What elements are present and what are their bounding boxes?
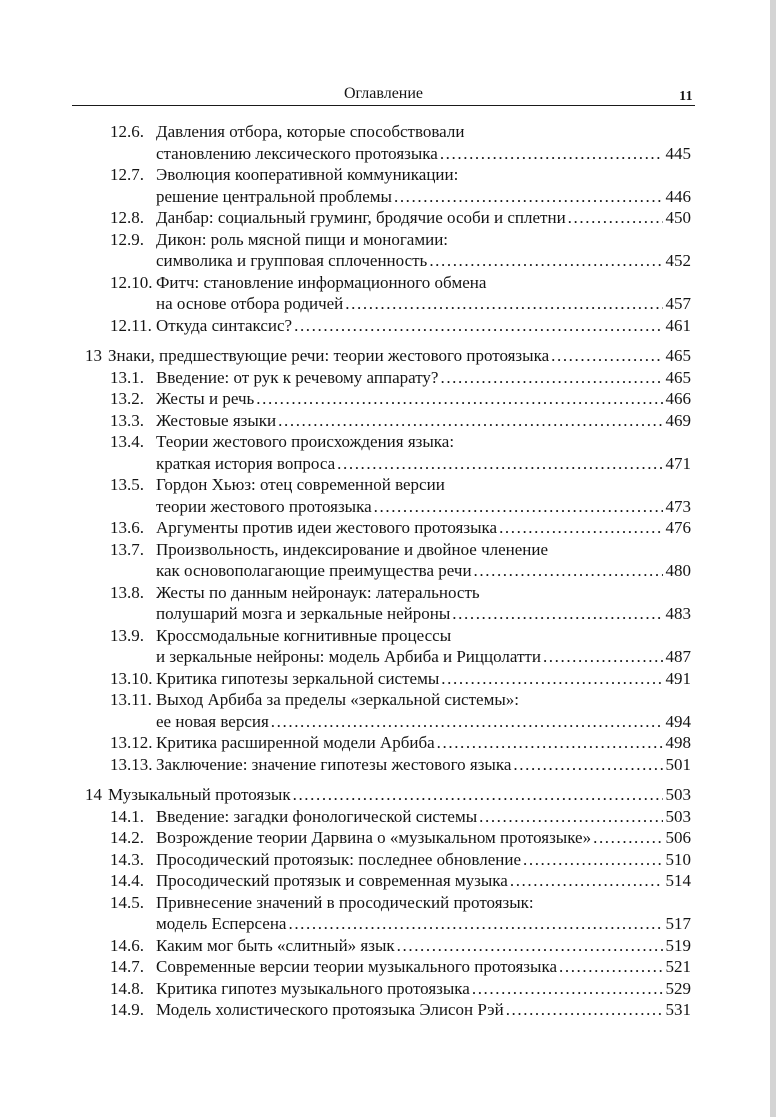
toc-entry-page-number: 469 [665, 410, 691, 430]
toc-entry-title [108, 784, 691, 806]
toc-section-entry [0, 827, 691, 849]
toc-entry-line [156, 978, 691, 1000]
toc-section-entry [0, 849, 691, 871]
toc-entry-text: решение центральной проблемы [156, 186, 392, 206]
toc-entry-line [156, 582, 691, 604]
toc-entry-title [156, 315, 691, 337]
toc-entry-text: Жесты и речь [156, 389, 255, 408]
toc-entry-text: Знаки, предшествующие речи: теории жестового протоязыка [108, 346, 550, 365]
toc-entry-line [156, 754, 691, 776]
dot-leader [479, 806, 662, 828]
toc-entry-number: 13.1. [110, 367, 144, 387]
toc-section-entry [0, 315, 691, 337]
toc-section-entry [0, 431, 691, 474]
toc-section-entry [0, 935, 691, 957]
toc-entry-title [156, 207, 691, 229]
toc-entry-title [156, 892, 691, 935]
toc-entry-text: Произвольность, индексирование и двойное членение [156, 539, 549, 559]
toc-entry-line [156, 293, 691, 315]
toc-entry-text: полушарий мозга и зеркальные нейроны [156, 604, 451, 623]
toc-entry-line [156, 732, 691, 754]
toc-entry-title [156, 978, 691, 1000]
toc-entry-title [156, 754, 691, 776]
toc-entry-line [156, 496, 691, 518]
toc-entry-text: Эволюция кооперативной коммуникации: [156, 165, 459, 184]
toc-entry-number: 13 [85, 346, 102, 365]
scan-edge [770, 0, 776, 1117]
toc-entry-page-number: 517 [665, 914, 691, 933]
dot-leader [288, 913, 662, 935]
toc-entry-title [156, 272, 691, 315]
toc-entry-line [156, 207, 691, 229]
toc-entry-text: Фитч: становление информационного обмена [156, 272, 487, 292]
toc-entry-text: Жесты по данным нейронаук: латеральность [156, 582, 480, 602]
toc-entry-line [156, 849, 691, 871]
toc-entry-line [156, 143, 691, 165]
toc-entry-text: модель Есперсена [156, 914, 287, 933]
toc-section-entry [0, 229, 691, 272]
toc-entry-number: 13.9. [110, 625, 144, 645]
toc-section-entry [0, 754, 691, 776]
dot-leader [559, 956, 663, 978]
dot-leader [523, 849, 663, 871]
toc-section-entry [0, 410, 691, 432]
toc-entry-page-number: 503 [665, 806, 691, 826]
toc-entry-number: 14.3. [110, 849, 144, 869]
toc-entry-title [156, 956, 691, 978]
toc-entry-page-number: 501 [665, 754, 691, 774]
toc-entry-text: Просодический протоязык: последнее обновление [156, 849, 521, 869]
dot-leader [271, 711, 663, 733]
toc-entry-title [156, 732, 691, 754]
toc-entry-number: 14.9. [110, 1000, 144, 1019]
toc-section-entry [0, 517, 691, 539]
dot-leader [593, 827, 662, 849]
toc-entry-text: Данбар: социальный груминг, бродячие особи и сплетни [156, 208, 566, 227]
toc-entry-text: Заключение: значение гипотезы жестового языка [156, 754, 512, 774]
page-folio: 11 [679, 88, 693, 103]
dot-leader [513, 754, 662, 776]
toc-section-entry [0, 207, 691, 229]
toc-entry-number: 14.4. [110, 871, 144, 890]
dot-leader [256, 388, 662, 410]
toc-section-entry [0, 367, 691, 389]
dot-leader [499, 517, 662, 539]
toc-entry-text: Современные версии теории музыкального протоязыка [156, 957, 557, 976]
toc-entry-text: Давления отбора, которые способствовали [156, 122, 465, 141]
toc-entry-text: и зеркальные нейроны: модель Арбиба и Риццолатти [156, 647, 541, 666]
toc-entry-text: Кроссмодальные когнитивные процессы [156, 625, 452, 645]
toc-entry-text: как основополагающие преимущества речи [156, 561, 472, 580]
toc-section-entry [0, 892, 691, 935]
toc-entry-title [156, 367, 691, 389]
toc-entry-number: 12.6. [110, 122, 144, 141]
toc-entry-page-number: 514 [665, 871, 691, 890]
dot-leader [394, 186, 663, 208]
toc-section-entry [0, 164, 691, 207]
toc-section-entry [0, 668, 691, 690]
toc-entry-number: 14.6. [110, 935, 144, 955]
toc-entry-line [156, 517, 691, 539]
toc-entry-number: 13.5. [110, 475, 144, 494]
toc-section-entry [0, 999, 691, 1021]
toc-entry-page-number: 487 [665, 647, 691, 666]
toc-entry-number: 13.8. [110, 582, 144, 602]
toc-entry-page-number: 450 [665, 208, 691, 227]
toc-entry-page-number: 446 [665, 186, 691, 206]
toc-entry-text: Модель холистического протоязыка Элисон Рэй [156, 1000, 504, 1019]
toc-section-entry [0, 272, 691, 315]
toc-entry-page-number: 483 [665, 604, 691, 623]
toc-entry-text: Откуда синтаксис? [156, 315, 293, 335]
toc-entry-text: Дикон: роль мясной пищи и моногамии: [156, 229, 449, 249]
toc-entry-number: 14.8. [110, 978, 144, 998]
toc-entry-number: 14.2. [110, 828, 144, 847]
toc-entry-number: 14 [85, 785, 102, 804]
toc-entry-text: ее новая версия [156, 711, 269, 731]
toc-entry-number: 13.6. [110, 518, 144, 537]
toc-entry-title [156, 410, 691, 432]
toc-section-entry [0, 870, 691, 892]
toc-section-entry [0, 625, 691, 668]
toc-entry-page-number: 521 [665, 957, 691, 976]
dot-leader [278, 410, 662, 432]
toc-entry-line [156, 560, 691, 582]
toc-entry-line [156, 956, 691, 978]
toc-entry-text: Жестовые языки [156, 410, 277, 430]
toc-entry-number: 14.7. [110, 957, 144, 976]
header-rule [72, 105, 695, 106]
toc-entry-number: 12.8. [110, 208, 144, 227]
dot-leader [293, 784, 663, 806]
toc-entry-number: 13.12. [110, 733, 153, 752]
toc-entry-title [156, 431, 691, 474]
toc-entry-line [156, 827, 691, 849]
toc-entry-page-number: 471 [665, 453, 691, 473]
toc-entry-number: 12.7. [110, 165, 144, 184]
toc-entry-page-number: 457 [665, 294, 691, 313]
dot-leader [543, 646, 663, 668]
dot-leader [337, 453, 662, 475]
toc-entry-title [156, 229, 691, 272]
toc-entry-text: Критика расширенной модели Арбиба [156, 733, 435, 752]
toc-entry-title [156, 999, 691, 1021]
toc-entry-page-number: 531 [665, 1000, 691, 1019]
toc-entry-title [156, 827, 691, 849]
toc-entry-number: 13.2. [110, 389, 144, 408]
toc-entry-line [156, 999, 691, 1021]
toc-entry-line [156, 806, 691, 828]
dot-leader [441, 668, 662, 690]
toc-entry-line [156, 539, 691, 561]
toc-entry-line [156, 229, 691, 251]
toc-entry-number: 14.5. [110, 892, 144, 912]
dot-leader [474, 560, 663, 582]
toc-entry-title [156, 517, 691, 539]
toc-entry-text: Введение: загадки фонологической системы [156, 806, 478, 826]
toc-entry-line [156, 603, 691, 625]
toc-entry-text: краткая история вопроса [156, 453, 336, 473]
toc-entry-line [156, 935, 691, 957]
toc-entry-page-number: 461 [665, 315, 691, 335]
toc-entry-number: 13.4. [110, 432, 144, 451]
toc-section-entry [0, 806, 691, 828]
toc-entry-title [156, 121, 691, 164]
toc-entry-line [156, 668, 691, 690]
toc-entry-number: 14.1. [110, 806, 144, 826]
toc-entry-text: Критика гипотез музыкального протоязыка [156, 978, 470, 998]
toc-entry-number: 13.3. [110, 410, 144, 430]
toc-entry-line [156, 410, 691, 432]
toc-entry-number: 13.10. [110, 668, 153, 688]
toc-entry-number: 12.10. [110, 272, 153, 292]
toc-entry-number: 12.11. [110, 315, 152, 335]
toc-entry-line [156, 431, 691, 453]
toc-entry-line [156, 388, 691, 410]
toc-entry-page-number: 503 [665, 785, 691, 804]
toc-entry-title [108, 345, 691, 367]
toc-entry-line [156, 689, 691, 711]
toc-section-entry [0, 956, 691, 978]
toc-entry-line [156, 646, 691, 668]
toc-entry-page-number: 510 [665, 849, 691, 869]
toc-chapter-entry [0, 345, 691, 367]
toc-entry-line [108, 784, 691, 806]
toc-entry-line [156, 913, 691, 935]
toc-entry-line [156, 186, 691, 208]
toc-entry-number: 13.11. [110, 690, 152, 709]
toc-entry-page-number: 445 [665, 143, 691, 163]
toc-entry-text: Возрождение теории Дарвина о «музыкальном протоязыке» [156, 828, 592, 847]
toc-entry-line [108, 345, 691, 367]
toc-entry-text: на основе отбора родичей [156, 294, 344, 313]
dot-leader [440, 367, 662, 389]
toc-entry-page-number: 465 [665, 346, 691, 365]
toc-entry-text: становлению лексического протоязыка [156, 143, 438, 163]
toc-entry-page-number: 480 [665, 561, 691, 580]
toc-entry-line [156, 711, 691, 733]
toc-entry-page-number: 491 [665, 668, 691, 688]
toc-entry-line [156, 164, 691, 186]
toc-entry-text: Теории жестового происхождения языка: [156, 432, 455, 451]
toc-entry-page-number: 529 [665, 978, 691, 998]
toc-entry-line [156, 315, 691, 337]
toc-entry-text: Просодический протязык и современная музыка [156, 871, 508, 890]
toc-entry-number: 12.9. [110, 229, 144, 249]
toc-entry-title [156, 935, 691, 957]
toc-entry-text: Каким мог быть «слитный» язык [156, 935, 395, 955]
toc-entry-text: Гордон Хьюз: отец современной версии [156, 475, 445, 494]
toc-entry-page-number: 519 [665, 935, 691, 955]
toc-section-entry [0, 474, 691, 517]
toc-entry-title [156, 870, 691, 892]
toc-entry-line [156, 625, 691, 647]
toc-entry-text: теории жестового протоязыка [156, 496, 372, 516]
toc-section-entry [0, 539, 691, 582]
toc-entry-line [156, 453, 691, 475]
toc-entry-title [156, 806, 691, 828]
toc-chapter-entry [0, 784, 691, 806]
toc-entry-text: Аргументы против идеи жестового протоязыка [156, 518, 498, 537]
running-title: Оглавление [343, 85, 424, 102]
dot-leader [568, 207, 663, 229]
toc-entry-page-number: 466 [665, 389, 691, 408]
dot-leader [397, 935, 663, 957]
toc-entry-text: Критика гипотезы зеркальной системы [156, 668, 440, 688]
toc-entry-number: 13.7. [110, 539, 144, 559]
toc-section-entry [0, 388, 691, 410]
toc-entry-text: символика и групповая сплоченность [156, 251, 428, 270]
toc-entry-line [156, 474, 691, 496]
dot-leader [374, 496, 663, 518]
toc-entry-title [156, 689, 691, 732]
toc-entry-title [156, 582, 691, 625]
dot-leader [506, 999, 663, 1021]
toc-entry-text: Музыкальный протоязык [108, 785, 291, 804]
dot-leader [345, 293, 662, 315]
toc-entry-page-number: 494 [665, 711, 691, 731]
toc-entry-line [156, 892, 691, 914]
toc-section-entry [0, 689, 691, 732]
toc-section-entry [0, 978, 691, 1000]
toc-entry-title [156, 388, 691, 410]
dot-leader [452, 603, 662, 625]
dot-leader [551, 345, 662, 367]
toc-entry-page-number: 476 [665, 518, 691, 537]
toc-entry-text: Выход Арбиба за пределы «зеркальной системы»: [156, 690, 519, 709]
toc-section-entry [0, 732, 691, 754]
toc-entry-line [156, 367, 691, 389]
toc-entry-number: 13.13. [110, 754, 153, 774]
running-header [72, 84, 695, 104]
toc-entry-line [156, 250, 691, 272]
dot-leader [294, 315, 662, 337]
toc-entry-title [156, 625, 691, 668]
dot-leader [472, 978, 663, 1000]
dot-leader [510, 870, 663, 892]
toc-list [0, 121, 691, 1021]
toc-section-entry [0, 582, 691, 625]
toc-entry-page-number: 473 [665, 496, 691, 516]
toc-entry-page-number: 465 [665, 367, 691, 387]
toc-entry-text: Введение: от рук к речевому аппарату? [156, 367, 439, 387]
toc-entry-page-number: 506 [665, 828, 691, 847]
toc-entry-line [156, 870, 691, 892]
dot-leader [437, 732, 663, 754]
toc-entry-page-number: 452 [665, 251, 691, 270]
toc-entry-title [156, 164, 691, 207]
toc-entry-title [156, 539, 691, 582]
toc-entry-line [156, 272, 691, 294]
toc-entry-title [156, 849, 691, 871]
toc-entry-title [156, 668, 691, 690]
toc-section-entry [0, 121, 691, 164]
dot-leader [429, 250, 662, 272]
toc-entry-page-number: 498 [665, 733, 691, 752]
toc-entry-text: Привнесение значений в просодический протоязык: [156, 892, 534, 912]
dot-leader [440, 143, 663, 165]
toc-entry-line [156, 121, 691, 143]
toc-entry-title [156, 474, 691, 517]
